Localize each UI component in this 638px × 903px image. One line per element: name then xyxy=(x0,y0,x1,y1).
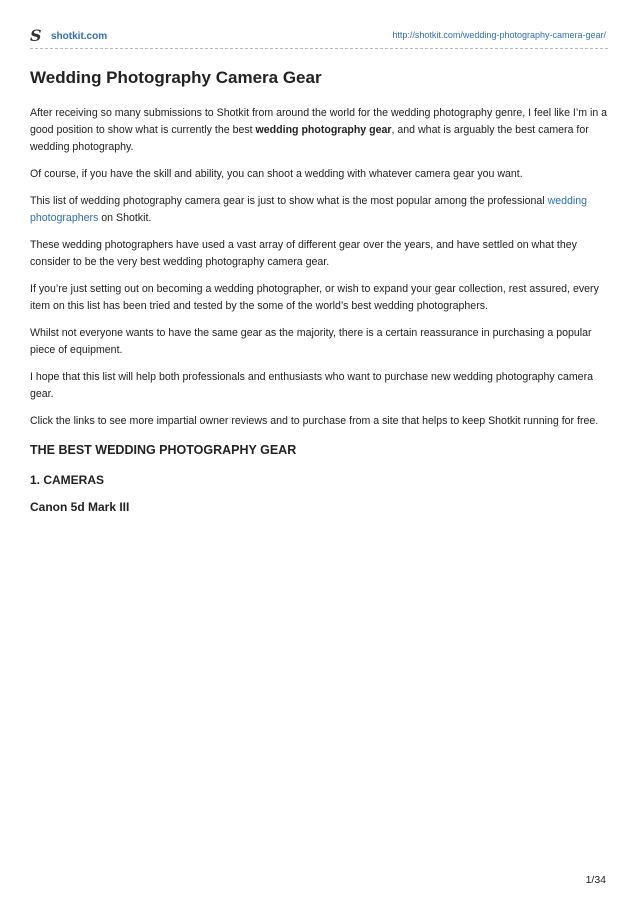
popular-list-text-start: This list of wedding photography camera gear is just to show what is the most popular among the professional xyxy=(30,195,548,207)
intro-paragraph xyxy=(30,105,608,156)
cameras-heading: 1. CAMERAS xyxy=(30,473,105,487)
popular-list-text-end: on Shotkit. xyxy=(98,212,152,224)
header-divider xyxy=(30,48,608,49)
page-url-link[interactable]: http://shotkit.com/wedding-photography-camera-gear/ xyxy=(392,30,606,40)
gear-array-paragraph: These wedding photographers have used a vast array of different gear over the years, and have settled on what they consider to be the very best wedding photography camera gear. xyxy=(30,239,577,268)
page-number: 1/34 xyxy=(585,874,606,886)
intro-text-end: , and what is arguably the best camera for wedding photography. xyxy=(30,124,589,153)
intro-text-start: After receiving so many submissions to Shotkit from around the world for the wedding photography genre, I feel like I’m in a good position to show what is currently the best xyxy=(30,107,608,136)
intro-bold-phrase: wedding photography gear xyxy=(255,124,392,136)
article-title: Wedding Photography Camera Gear xyxy=(30,68,322,87)
wedding-photographers-link[interactable]: wedding photographers xyxy=(30,195,588,224)
site-name[interactable]: shotkit.com xyxy=(51,30,108,42)
popular-list-paragraph xyxy=(30,193,608,227)
page-header xyxy=(30,24,608,44)
section-heading: THE BEST WEDDING PHOTOGRAPHY GEAR xyxy=(30,443,297,457)
skill-paragraph: Of course, if you have the skill and ability, you can shoot a wedding with whatever camera gear you want. xyxy=(30,168,523,180)
links-paragraph: Click the links to see more impartial owner reviews and to purchase from a site that helps to keep Shotkit running for free. xyxy=(30,415,599,427)
hope-paragraph: I hope that this list will help both professionals and enthusiasts who want to purchase new wedding photography camera gear. xyxy=(30,371,593,400)
article-content xyxy=(30,67,608,526)
reassurance-paragraph: Whilst not everyone wants to have the same gear as the majority, there is a certain reassurance in purchasing a popular piece of equipment. xyxy=(30,327,592,356)
camera-item-heading: Canon 5d Mark III xyxy=(30,500,130,514)
shotkit-logo-icon: S xyxy=(30,26,42,45)
site-branding[interactable] xyxy=(30,28,107,44)
beginner-paragraph: If you’re just setting out on becoming a wedding photographer, or wish to expand your gear collection, rest assured, every item on this list has been tried and tested by the some of the world’s best wedding photographers. xyxy=(30,283,599,312)
